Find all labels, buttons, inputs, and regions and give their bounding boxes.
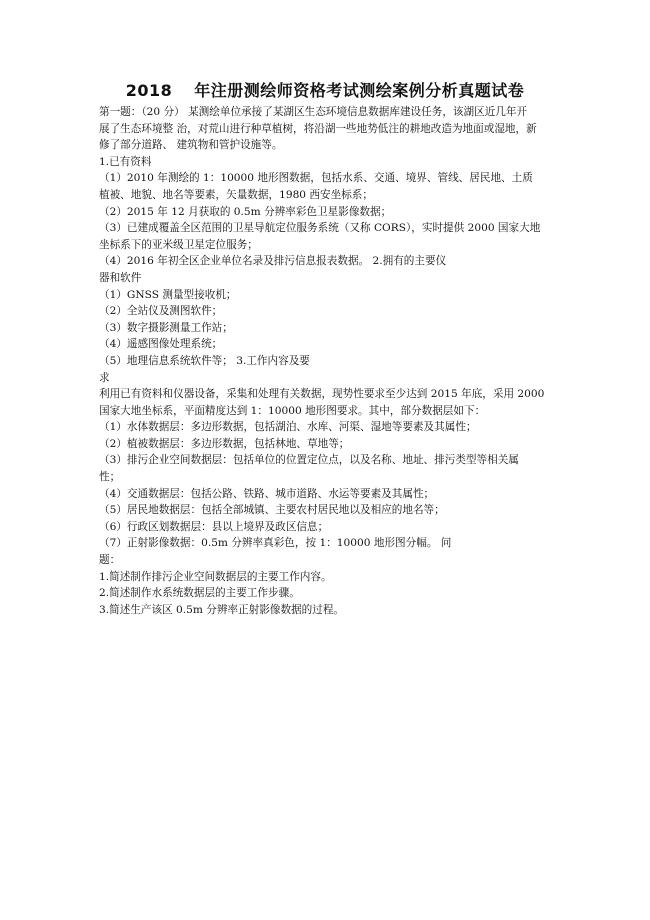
text-line: （5）地理信息系统软件等； 3.工作内容及要 bbox=[99, 354, 310, 367]
text-line: 修了部分道路、 建筑物和管护设施等。 bbox=[99, 139, 283, 152]
text-line: （7）正射影像数据：0.5m 分辨率真彩色，按 1：10000 地形图分幅。 问 bbox=[99, 537, 452, 550]
text-line: 展了生态环境整 治，对荒山进行种草植树，将沿湖一些地势低注的耕地改造为地面或湿地，新 bbox=[99, 122, 537, 135]
text-line: 利用已有资料和仪器设备，采集和处理有关数据，现势性要求至少达到 2015 年底，采用 2000 bbox=[99, 388, 545, 401]
section-heading: 1.已有资料 bbox=[99, 155, 152, 168]
text-line: 器和软件 bbox=[99, 271, 142, 284]
text-line: （5）居民地数据层：包括全部城镇、主要农村居民地以及相应的地名等； bbox=[99, 504, 445, 517]
text-line: 题： bbox=[99, 554, 121, 567]
title-year: 2018 bbox=[125, 81, 173, 100]
text-line: （2）全站仪及测图软件； bbox=[99, 305, 223, 318]
question-item: 3.简述生产该区 0.5m 分辨率正射影像数据的过程。 bbox=[99, 603, 345, 616]
text-line: （3）数字摄影测量工作站； bbox=[99, 321, 233, 334]
text-line: （3）排污企业空间数据层：包括单位的位置定位点，以及名称、地址、排污类型等相关属 bbox=[99, 454, 519, 467]
text-line: 植被、地貌、地名等要素，矢量数据，1980 西安坐标系； bbox=[99, 188, 373, 201]
question-item: 1.简述制作排污企业空间数据层的主要工作内容。 bbox=[99, 570, 332, 583]
text-line: （1）2010 年测绘的 1：10000 地形图数据，包括水系、交通、境界、管线、居民地、土质 bbox=[99, 172, 533, 185]
text-line: 性； bbox=[99, 471, 121, 484]
text-line: （4）遥感图像处理系统； bbox=[99, 338, 223, 351]
document-title bbox=[0, 78, 650, 101]
text-line: （3）已建成覆盖全区范围的卫星导航定位服务系统（又称 CORS），实时提供 2000 国家大地 bbox=[99, 222, 541, 235]
text-line: （1）GNSS 测量型接收机； bbox=[99, 288, 237, 301]
text-line: 国家大地坐标系，平面精度达到 1：10000 地形图要求。其中，部分数据层如下： bbox=[99, 404, 486, 417]
text-line: 坐标系下的亚米级卫星定位服务； bbox=[99, 238, 258, 251]
text-line: 求 bbox=[99, 371, 110, 384]
text-line: （6）行政区划数据层：县以上境界及政区信息； bbox=[99, 520, 329, 533]
document-body bbox=[99, 104, 569, 618]
text-line: 第一题：（20 分） 某测绘单位承接了某湖区生态环境信息数据库建设任务，该湖区近几年开 bbox=[99, 106, 528, 118]
text-line: （4）2016 年初全区企业单位名录及排污信息报表数据。 2.拥有的主要仪 bbox=[99, 255, 447, 268]
question-item: 2.简述制作水系统数据层的主要工作步骤。 bbox=[99, 587, 300, 600]
text-line: （2）植被数据层：多边形数据，包括林地、草地等； bbox=[99, 437, 350, 450]
text-line: （1）水体数据层：多边形数据，包括湖泊、水库、河渠、湿地等要素及其属性； bbox=[99, 421, 477, 434]
text-line: （4）交通数据层：包括公路、铁路、城市道路、水运等要素及其属性； bbox=[99, 487, 435, 500]
title-text: 年注册测绘师资格考试测绘案例分析真题试卷 bbox=[194, 81, 525, 100]
text-line: （2）2015 年 12 月获取的 0.5m 分辨率彩色卫星影像数据； bbox=[99, 205, 392, 218]
